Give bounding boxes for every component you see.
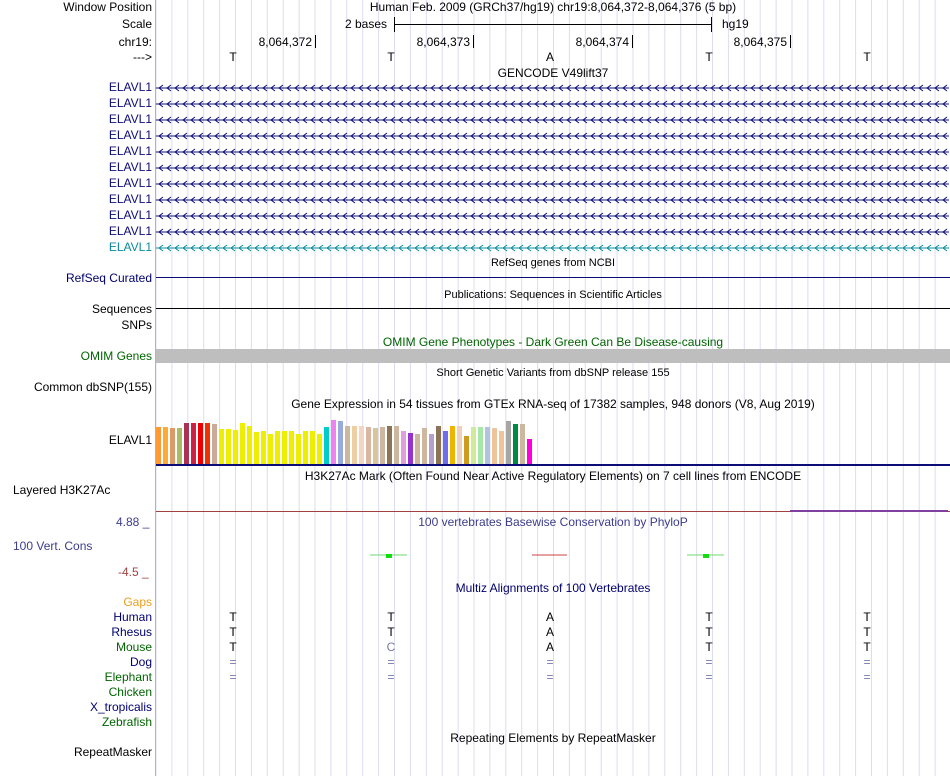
gencode-transcript[interactable]	[156, 240, 949, 255]
gencode-gene-label[interactable]: ELAVL1	[108, 128, 152, 142]
gtex-tissue-bar[interactable]	[212, 424, 217, 464]
ruler-coordinate: 8,064,372	[258, 35, 312, 49]
refseq-track-line	[156, 277, 950, 278]
gtex-tissue-bar[interactable]	[177, 428, 182, 464]
chrom-label: chr19:	[118, 35, 152, 49]
gtex-tissue-bar[interactable]	[338, 421, 343, 464]
publications-track-line	[156, 308, 950, 309]
multiz-aligned-base: =	[546, 655, 554, 669]
gtex-tissue-bar[interactable]	[296, 434, 301, 464]
multiz-track-title: Multiz Alignments of 100 Vertebrates	[455, 581, 651, 595]
omim-track-title: OMIM Gene Phenotypes - Dark Green Can Be Disease-causing	[382, 335, 724, 349]
refseq-track-title: RefSeq genes from NCBI	[490, 257, 616, 269]
window-position-value: Human Feb. 2009 (GRCh37/hg19) chr19:8,064,372-8,064,376 (5 bp)	[369, 0, 737, 14]
multiz-aligned-base: T	[863, 625, 871, 639]
gtex-tissue-bar[interactable]	[289, 431, 294, 464]
scale-bar-left-tick	[394, 17, 395, 32]
strand-label: --->	[133, 50, 152, 64]
gtex-tissue-bar[interactable]	[366, 427, 371, 464]
gtex-tissue-bar[interactable]	[450, 426, 455, 464]
multiz-aligned-base: =	[546, 670, 554, 684]
gtex-tissue-bar[interactable]	[331, 420, 336, 464]
scale-bases: 2 bases	[345, 17, 388, 31]
gencode-gene-label[interactable]: ELAVL1	[108, 176, 152, 190]
multiz-aligned-base: T	[705, 610, 713, 624]
omim-track-bar[interactable]	[156, 349, 950, 363]
omim-track-label[interactable]: OMIM Genes	[80, 349, 152, 363]
gtex-tissue-bar[interactable]	[191, 423, 196, 464]
gencode-transcript[interactable]	[156, 208, 949, 223]
gtex-track-label[interactable]: ELAVL1	[108, 433, 152, 447]
gtex-tissue-bar[interactable]	[492, 428, 497, 464]
gencode-transcript[interactable]	[156, 192, 949, 207]
gtex-tissue-bar[interactable]	[401, 431, 406, 464]
multiz-species-label[interactable]: Rhesus	[111, 625, 152, 639]
gtex-track-baseline	[156, 464, 950, 466]
gtex-tissue-bar[interactable]	[506, 421, 511, 464]
multiz-aligned-base: A	[545, 640, 554, 654]
reference-base: T	[229, 50, 237, 64]
gtex-tissue-bar[interactable]	[513, 424, 518, 464]
gtex-tissue-bar[interactable]	[254, 432, 259, 464]
gencode-transcript[interactable]	[156, 96, 949, 111]
scale-bar	[394, 24, 711, 25]
reference-base: T	[863, 50, 871, 64]
gencode-track-title: GENCODE V49lift37	[497, 66, 609, 80]
gencode-transcript[interactable]	[156, 224, 949, 239]
gtex-tissue-bar[interactable]	[527, 439, 532, 464]
multiz-species-label[interactable]: Elephant	[104, 670, 152, 684]
gencode-gene-label[interactable]: ELAVL1	[108, 96, 152, 110]
ruler-coordinate: 8,064,374	[575, 35, 629, 49]
ruler-tick	[315, 35, 316, 48]
publications-track-title: Publications: Sequences in Scientific Articles	[444, 289, 662, 301]
scale-bar-right-tick	[711, 17, 712, 32]
gtex-tissue-bar[interactable]	[233, 430, 238, 464]
phylop-track-title: 100 vertebrates Basewise Conservation by PhyloP	[418, 515, 688, 529]
multiz-aligned-base: =	[863, 670, 871, 684]
gtex-tissue-bar[interactable]	[359, 426, 364, 464]
gencode-transcript[interactable]	[156, 176, 949, 191]
multiz-species-label[interactable]: Zebrafish	[101, 715, 152, 729]
multiz-aligned-base: =	[705, 655, 713, 669]
gencode-gene-label[interactable]: ELAVL1	[108, 192, 152, 206]
ruler-tick	[632, 35, 633, 48]
gtex-tissue-bar[interactable]	[457, 426, 462, 464]
gtex-tissue-bar[interactable]	[163, 427, 168, 464]
ruler-tick	[473, 35, 474, 48]
multiz-aligned-base: T	[705, 625, 713, 639]
gtex-tissue-bar[interactable]	[478, 427, 483, 464]
gencode-transcript[interactable]	[156, 80, 949, 95]
gtex-tissue-bar[interactable]	[499, 431, 504, 464]
gtex-tissue-bar[interactable]	[275, 431, 280, 464]
multiz-species-label[interactable]: X_tropicalis	[89, 700, 152, 714]
ruler-coordinate: 8,064,373	[416, 35, 470, 49]
gencode-transcript[interactable]	[156, 112, 949, 127]
multiz-aligned-base: T	[387, 625, 395, 639]
snps-track-label[interactable]: SNPs	[121, 318, 152, 332]
multiz-species-label[interactable]: Human	[113, 610, 152, 624]
gtex-tissue-bar[interactable]	[205, 423, 210, 464]
gencode-gene-label[interactable]: ELAVL1	[108, 224, 152, 238]
gtex-tissue-bar[interactable]	[261, 431, 266, 464]
gtex-tissue-bar[interactable]	[324, 427, 329, 464]
scale-label: Scale	[121, 17, 152, 31]
multiz-aligned-base: T	[705, 640, 713, 654]
reference-base: T	[705, 50, 713, 64]
gtex-tissue-bar[interactable]	[464, 436, 469, 464]
gtex-tissue-bar[interactable]	[436, 426, 441, 464]
gencode-gene-label[interactable]: ELAVL1	[108, 160, 152, 174]
multiz-aligned-base: =	[229, 655, 237, 669]
multiz-aligned-base: T	[863, 640, 871, 654]
window-position-label: Window Position	[63, 0, 152, 14]
dbsnp-track-label[interactable]: Common dbSNP(155)	[33, 380, 152, 394]
gtex-tissue-bar[interactable]	[352, 426, 357, 464]
ruler-tick	[790, 35, 791, 48]
reference-base: A	[545, 50, 554, 64]
gtex-tissue-bar[interactable]	[156, 427, 161, 464]
gtex-tissue-bar[interactable]	[226, 429, 231, 464]
publications-track-label[interactable]: Sequences	[91, 302, 152, 316]
gtex-tissue-bar[interactable]	[247, 426, 252, 464]
gtex-tissue-bar[interactable]	[282, 431, 287, 464]
multiz-aligned-base: =	[863, 655, 871, 669]
multiz-gaps-label[interactable]: Gaps	[123, 595, 152, 609]
gtex-tissue-bar[interactable]	[422, 428, 427, 464]
repeatmasker-track-title: Repeating Elements by RepeatMasker	[450, 731, 656, 745]
multiz-aligned-base: =	[387, 655, 395, 669]
gencode-transcript[interactable]	[156, 128, 949, 143]
multiz-aligned-base: C	[386, 640, 396, 654]
multiz-species-label[interactable]: Mouse	[115, 640, 152, 654]
multiz-species-label[interactable]: Dog	[129, 655, 152, 669]
gtex-tissue-bar[interactable]	[415, 434, 420, 464]
phylop-max-label: 4.88 _	[116, 515, 150, 529]
gtex-tissue-bar[interactable]	[394, 426, 399, 464]
gtex-expression-bars[interactable]	[156, 412, 556, 464]
gtex-track-title: Gene Expression in 54 tissues from GTEx RNA-seq of 17382 samples, 948 donors (V8, Aug 2019)	[291, 397, 815, 411]
gencode-transcript[interactable]	[156, 144, 949, 159]
gencode-gene-label[interactable]: ELAVL1	[108, 240, 152, 254]
phylop-track-label[interactable]: 100 Vert. Cons	[13, 539, 93, 553]
gencode-transcript[interactable]	[156, 160, 949, 175]
repeatmasker-track-label[interactable]: RepeatMasker	[73, 745, 152, 759]
gtex-tissue-bar[interactable]	[520, 424, 525, 464]
h3k27ac-signal-segment	[790, 510, 948, 512]
multiz-aligned-base: =	[229, 670, 237, 684]
refseq-track-label[interactable]: RefSeq Curated	[65, 271, 152, 285]
gtex-tissue-bar[interactable]	[408, 433, 413, 464]
multiz-aligned-base: T	[863, 610, 871, 624]
gtex-tissue-bar[interactable]	[240, 423, 245, 464]
h3k27ac-track-label[interactable]: Layered H3K27Ac	[13, 483, 111, 497]
gtex-tissue-bar[interactable]	[184, 423, 189, 464]
gtex-tissue-bar[interactable]	[429, 434, 434, 464]
gencode-gene-label[interactable]: ELAVL1	[108, 80, 152, 94]
h3k27ac-track-title: H3K27Ac Mark (Often Found Near Active Regulatory Elements) on 7 cell lines from ENCODE	[304, 469, 802, 483]
multiz-aligned-base: T	[229, 610, 237, 624]
reference-base: T	[387, 50, 395, 64]
multiz-aligned-base: T	[387, 610, 395, 624]
gtex-tissue-bar[interactable]	[345, 426, 350, 464]
gtex-tissue-bar[interactable]	[485, 427, 490, 464]
multiz-aligned-base: =	[705, 670, 713, 684]
gencode-gene-label[interactable]: ELAVL1	[108, 144, 152, 158]
gencode-gene-label[interactable]: ELAVL1	[108, 208, 152, 222]
phylop-min-label: -4.5 _	[118, 565, 149, 579]
gtex-tissue-bar[interactable]	[387, 426, 392, 464]
gtex-tissue-bar[interactable]	[471, 427, 476, 464]
gtex-tissue-bar[interactable]	[170, 428, 175, 464]
gtex-tissue-bar[interactable]	[303, 431, 308, 464]
gtex-tissue-bar[interactable]	[443, 431, 448, 464]
dbsnp-track-title: Short Genetic Variants from dbSNP release 155	[436, 367, 670, 379]
multiz-aligned-base: T	[229, 625, 237, 639]
scale-assembly: hg19	[722, 17, 749, 31]
multiz-species-label[interactable]: Chicken	[108, 685, 152, 699]
gencode-gene-label[interactable]: ELAVL1	[108, 112, 152, 126]
multiz-aligned-base: =	[387, 670, 395, 684]
multiz-aligned-base: T	[229, 640, 237, 654]
gtex-tissue-bar[interactable]	[219, 429, 224, 464]
gtex-tissue-bar[interactable]	[317, 434, 322, 464]
gtex-tissue-bar[interactable]	[373, 428, 378, 464]
phylop-signal	[156, 550, 950, 562]
gtex-tissue-bar[interactable]	[310, 431, 315, 464]
gtex-tissue-bar[interactable]	[268, 434, 273, 464]
multiz-aligned-base: A	[545, 610, 554, 624]
ruler-coordinate: 8,064,375	[733, 35, 787, 49]
multiz-aligned-base: A	[545, 625, 554, 639]
gtex-tissue-bar[interactable]	[380, 427, 385, 464]
gtex-tissue-bar[interactable]	[198, 423, 203, 464]
